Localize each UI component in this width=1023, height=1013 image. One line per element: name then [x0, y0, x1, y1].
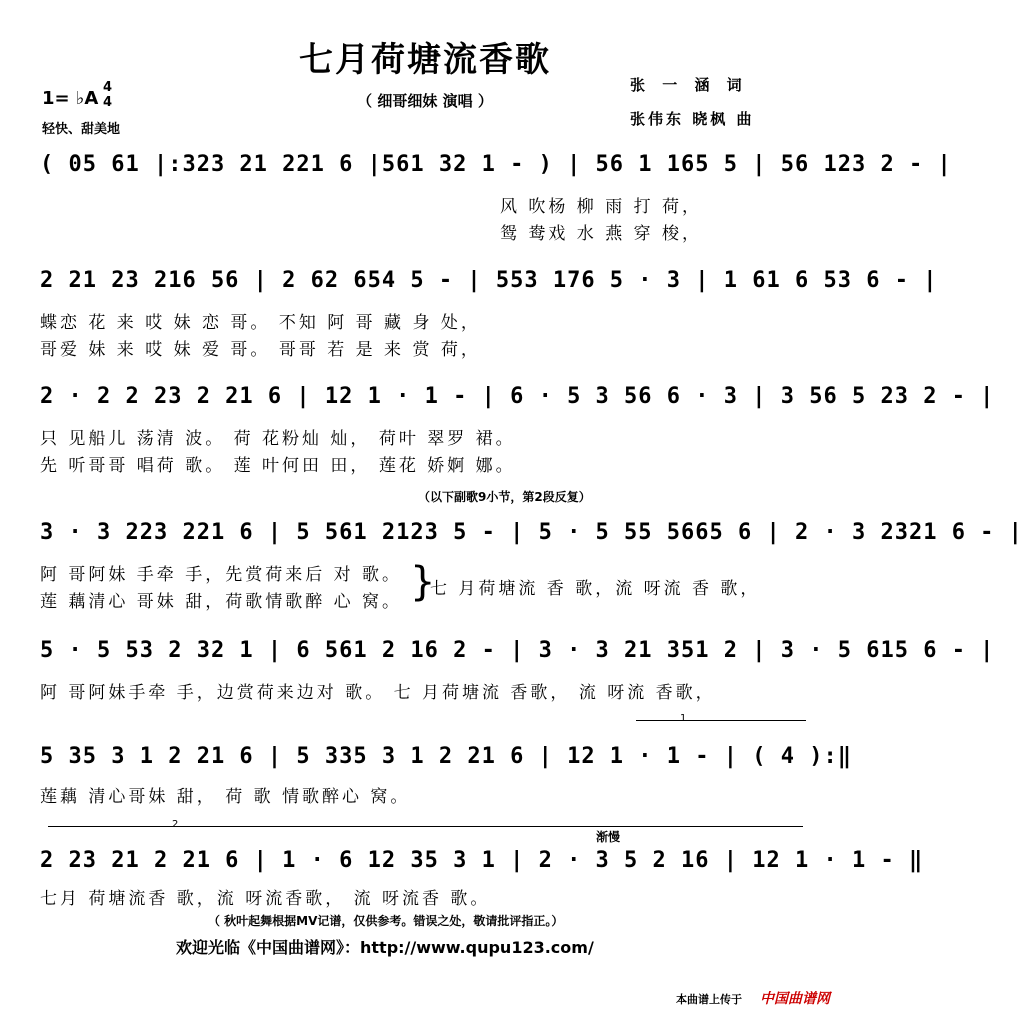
- ritardando-marking: 渐慢: [596, 830, 621, 844]
- lyric-row-7: 七月 荷塘流香 歌，流 呀流香歌， 流 呀流香 歌。: [40, 889, 491, 909]
- key-signature: 1= ♭A: [42, 88, 99, 109]
- welcome-link[interactable]: 欢迎光临《中国曲谱网》：http://www.qupu123.com/: [176, 938, 594, 957]
- volta-1-number: 1: [680, 713, 687, 724]
- lyric-row-1-verse-2: 鸳 鸯戏 水 燕 穿 梭，: [500, 224, 703, 244]
- lyric-row-2-verse-1: 蝶恋 花 来 哎 妹 恋 哥。 不知 阿 哥 藏 身 处，: [40, 313, 481, 333]
- lyric-row-5: 阿 哥阿妹手牵 手，边赏荷来边对 歌。 七 月荷塘流 香歌， 流 呀流 香歌，: [40, 683, 716, 703]
- notation-row-7: 2 23 21 2 21 6 | 1 · 6 12 35 3 1 | 2 · 3 5 2 16 | 12 1 · 1 - ‖: [40, 848, 924, 873]
- composer-credit: 张伟东 晓枫 曲: [630, 110, 755, 128]
- notation-row-4: 3 · 3 223 221 6 | 5 561 2123 5 - | 5 · 5 55 5665 6 | 2 · 3 2321 6 - |: [40, 520, 1023, 545]
- notation-row-3: 2 · 2 2 23 2 21 6 | 12 1 · 1 - | 6 · 5 3 56 6 · 3 | 3 56 5 23 2 - |: [40, 384, 995, 409]
- volta-2-bracket: [48, 826, 803, 827]
- lyric-row-3-verse-2: 先 听哥哥 唱荷 歌。 莲 叶何田 田， 莲花 娇婀 娜。: [40, 456, 516, 476]
- chorus-brace: }: [410, 559, 436, 605]
- notation-row-5: 5 · 5 53 2 32 1 | 6 561 2 16 2 - | 3 · 3 21 351 2 | 3 · 5 615 6 - |: [40, 638, 995, 663]
- upload-label: 本曲谱上传于: [676, 993, 742, 1006]
- notation-row-2: 2 21 23 216 56 | 2 62 654 5 - | 553 176 5 · 3 | 1 61 6 53 6 - |: [40, 268, 938, 293]
- chorus-note: （以下副歌9小节，第2段反复）: [418, 490, 591, 504]
- tempo-marking: 轻快、甜美地: [42, 122, 121, 137]
- performer-subtitle: （ 细哥细妹 演唱 ）: [357, 92, 493, 110]
- page-title: 七月荷塘流香歌: [299, 40, 551, 80]
- volta-1-bracket: [636, 720, 806, 721]
- meter-bottom: 4: [103, 95, 113, 110]
- notation-row-1: ( 05 61 |:323 21 221 6 |561 32 1 - ) | 56 1 165 5 | 56 123 2 - |: [40, 152, 952, 177]
- lyric-row-1-verse-1: 风 吹杨 柳 雨 打 荷，: [500, 197, 703, 217]
- lyric-row-4-verse-1: 阿 哥阿妹 手牵 手，先赏荷来后 对 歌。: [40, 565, 403, 585]
- notation-row-6: 5 35 3 1 2 21 6 | 5 335 3 1 2 21 6 | 12 1 · 1 - | ( 4 ):‖: [40, 744, 852, 769]
- lyric-row-4-chorus: 七 月荷塘流 香 歌，流 呀流 香 歌，: [430, 579, 761, 599]
- volta-2-number: 2: [172, 819, 179, 830]
- meter-top: 4: [103, 80, 113, 95]
- transcription-note: （ 秋叶起舞根据MV记谱，仅供参考。错误之处，敬请批评指正。）: [208, 914, 564, 928]
- lyric-row-2-verse-2: 哥爱 妹 来 哎 妹 爱 哥。 哥哥 若 是 来 赏 荷，: [40, 340, 481, 360]
- site-logo: 中国曲谱网: [760, 991, 830, 1007]
- lyricist-credit: 张 一 涵 词: [630, 76, 748, 94]
- lyric-row-6: 莲藕 清心哥妹 甜， 荷 歌 情歌醉心 窝。: [40, 787, 411, 807]
- time-signature: [103, 80, 112, 110]
- lyric-row-4-verse-2: 莲 藕清心 哥妹 甜，荷歌情歌醉 心 窝。: [40, 592, 403, 612]
- lyric-row-3-verse-1: 只 见船儿 荡清 波。 荷 花粉灿 灿， 荷叶 翠罗 裙。: [40, 429, 516, 449]
